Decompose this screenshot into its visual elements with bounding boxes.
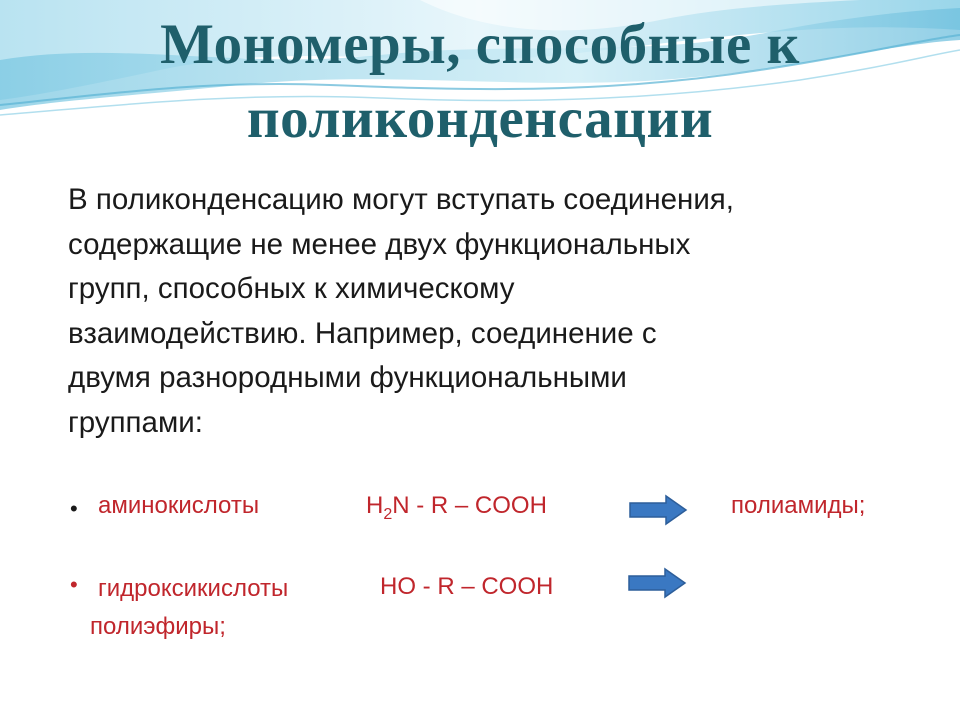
formula-1-subscript: 2 [383, 505, 393, 523]
formula-1-h: H [366, 492, 384, 519]
arrow-right-icon [628, 494, 688, 526]
item-2-name: гидроксикислоты [98, 575, 289, 602]
bullet-1: • [70, 496, 78, 521]
arrow-right-icon [627, 567, 687, 599]
item-2-formula: HO - R – COOH [380, 573, 554, 600]
item-1-formula [366, 492, 547, 524]
paragraph-line: двумя разнородными функциональными [68, 361, 627, 394]
paragraph [68, 178, 928, 445]
slide-title [60, 8, 900, 156]
title-line-2: поликонденсации [246, 87, 714, 150]
item-2-product: полиэфиры; [90, 613, 226, 640]
item-1-product: полиамиды; [731, 492, 866, 519]
formula-1-rest: N - R – COOH [392, 492, 547, 519]
title-line-1: Мономеры, способные к [160, 13, 800, 76]
bullet-2: • [70, 572, 78, 597]
paragraph-line: взаимодействию. Например, соединение с [68, 316, 657, 350]
paragraph-line: группами: [68, 405, 203, 439]
paragraph-line: В поликонденсацию могут вступать соединения, [68, 183, 734, 216]
paragraph-line: содержащие не менее двух функциональных [68, 227, 691, 261]
paragraph-line: групп, способных к химическому [68, 272, 515, 305]
item-1-name: аминокислоты [98, 492, 260, 519]
